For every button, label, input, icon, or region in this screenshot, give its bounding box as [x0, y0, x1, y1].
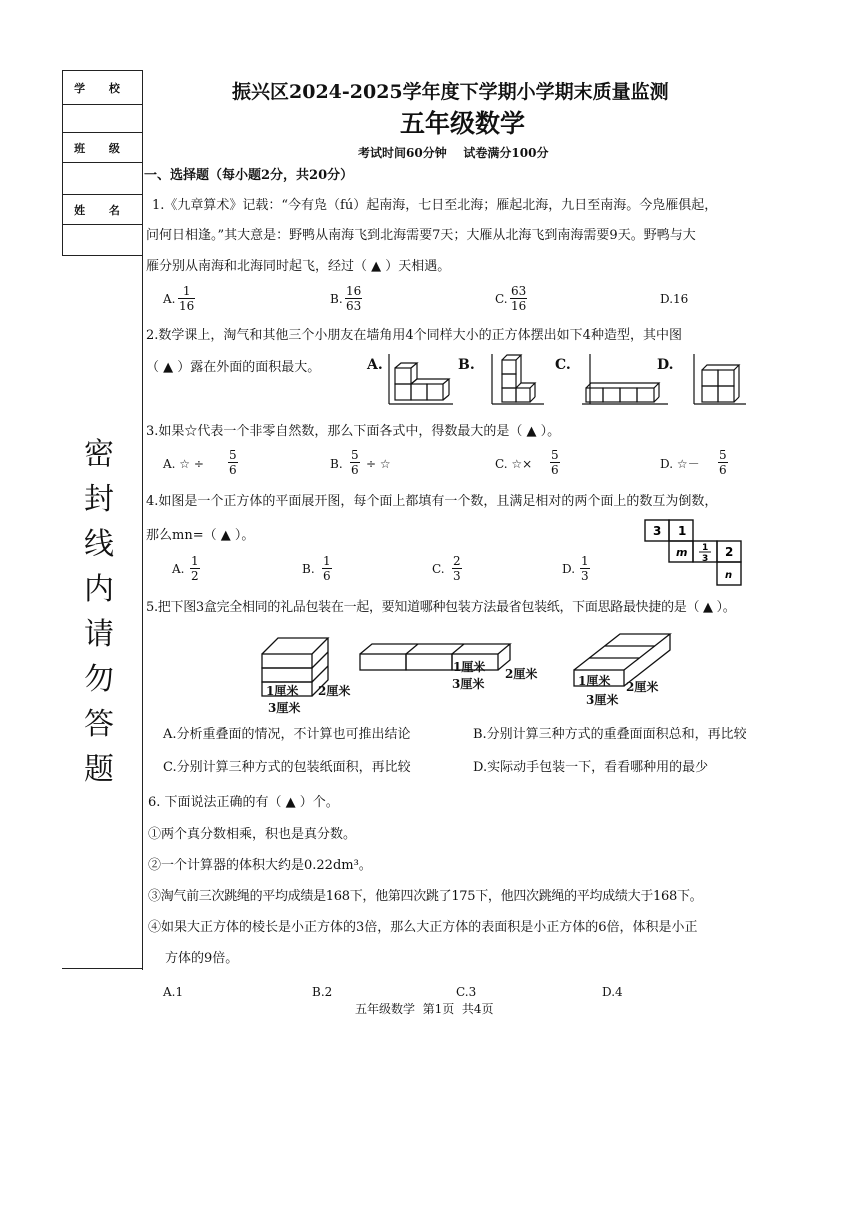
q2-figure-b — [488, 352, 548, 407]
denominator: 6 — [351, 463, 359, 477]
denominator: 6 — [323, 569, 331, 583]
seal-char: 封 — [84, 482, 114, 517]
numerator: 1 — [191, 554, 199, 568]
binding-box — [62, 70, 142, 970]
q2-figure-a — [385, 352, 455, 407]
denominator: 3 — [453, 569, 461, 583]
page-footer: 五年级数学 第1页 共4页 — [355, 1002, 494, 1016]
q5-fig2-dim-2cm: 2厘米 — [505, 667, 538, 681]
net-face-1: 3 — [653, 524, 662, 538]
q3-line1: 3.如果☆代表一个非零自然数，那么下面各式中，得数最大的是（ ▲ ）。 — [146, 424, 561, 439]
q5-option-d: D.实际动手包装一下，看看哪种用的最少 — [473, 760, 709, 775]
q2-label-a: A. — [367, 357, 383, 373]
q6-option-a: A.1 — [163, 985, 184, 999]
numerator: 2 — [453, 554, 461, 568]
q5-option-c: C.分别计算三种方式的包装纸面积，再比较 — [163, 760, 411, 775]
q2-line2: （ ▲ ）露在外面的面积最大。 — [146, 360, 321, 375]
name-label: 姓 名 — [74, 204, 130, 217]
q5-fig3-dim-1cm: 1厘米 — [578, 674, 611, 688]
q1-option-c-fraction — [510, 284, 527, 313]
q4-line2: 那么mn=（ ▲ ）。 — [146, 528, 255, 543]
section-heading: 一、选择题（每小题2分，共20分） — [144, 168, 354, 183]
q6-statement-4a: ④如果大正方体的棱长是小正方体的3倍，那么大正方体的表面积是小正方体的6倍，体积是小正 — [148, 920, 698, 935]
q2-figure-d — [688, 352, 748, 407]
q5-fig3-dim-3cm: 3厘米 — [586, 693, 619, 707]
seal-char: 内 — [84, 572, 114, 607]
q2-label-b: B. — [458, 357, 475, 373]
q3-option-d-fraction — [718, 448, 728, 477]
denominator: 16 — [511, 299, 527, 313]
seal-char: 请 — [84, 617, 114, 652]
q3-option-d-pre: D. ☆－ — [660, 457, 700, 471]
numerator: 16 — [346, 284, 362, 298]
q5-fig2-dim-3cm: 3厘米 — [452, 677, 485, 691]
numerator: 5 — [551, 448, 559, 462]
denominator: 2 — [191, 569, 199, 583]
q1-option-d: D.16 — [660, 292, 689, 306]
q6-statement-3: ③淘气前三次跳绳的平均成绩是168下，他第四次跳了175下，他四次跳绳的平均成绩大于168下。 — [148, 889, 703, 904]
exam-subtitle: 五年级数学 — [400, 109, 526, 138]
q4-option-c-fraction — [452, 554, 462, 583]
q4-option-a-fraction — [190, 554, 200, 583]
cube-net-figure — [643, 518, 743, 588]
q2-label-c: C. — [555, 357, 571, 373]
q4-option-a-letter: A. — [172, 562, 185, 576]
net-face-2: 1 — [678, 524, 687, 538]
net-face-n: n — [725, 570, 733, 581]
q6-statement-4b: 方体的9倍。 — [165, 951, 239, 966]
net-face-4-num: 1 — [702, 543, 709, 553]
net-face-4-den: 3 — [702, 554, 709, 564]
q1-line2: 问何日相逢。”其大意是：野鸭从南海飞到北海需要7天；大雁从北海飞到南海需要9天。野鸭与大 — [146, 228, 696, 243]
exam-info: 考试时间60分钟 试卷满分100分 — [358, 146, 549, 160]
denominator: 3 — [581, 569, 589, 583]
q3-option-a-fraction — [228, 448, 238, 477]
q5-fig1-dim-2cm: 2厘米 — [318, 684, 351, 698]
q1-option-b-letter: B. — [330, 292, 343, 306]
numerator: 1 — [581, 554, 589, 568]
denominator: 6 — [551, 463, 559, 477]
q5-option-b: B.分别计算三种方式的重叠面面积总和，再比较 — [473, 727, 747, 742]
q4-line1: 4.如图是一个正方体的平面展开图，每个面上都填有一个数，且满足相对的两个面上的数互为倒数， — [146, 494, 718, 509]
q6-option-c: C.3 — [456, 985, 477, 999]
seal-char: 勿 — [84, 662, 114, 697]
q1-option-a-letter: A. — [163, 292, 176, 306]
q4-option-c-letter: C. — [432, 562, 445, 576]
q1-line1: 1.《九章算术》记载：“今有凫（fú）起南海，七日至北海；雁起北海，九日至南海。今凫雁俱起， — [152, 198, 718, 213]
q5-line1: 5.把下图3盒完全相同的礼品包装在一起，要知道哪种包装方法最省包装纸，下面思路最快捷的是（ ▲ ）。 — [146, 600, 736, 615]
q6-option-b: B.2 — [312, 985, 333, 999]
q3-option-c-pre: C. ☆× — [495, 457, 533, 471]
net-face-5: 2 — [725, 545, 734, 559]
q1-option-b-fraction — [345, 284, 362, 313]
denominator: 6 — [229, 463, 237, 477]
q1-option-a-fraction — [178, 284, 195, 313]
numerator: 63 — [511, 284, 527, 298]
seal-char: 答 — [84, 707, 114, 742]
q4-option-d-letter: D. — [562, 562, 576, 576]
q2-line1: 2.数学课上，淘气和其他三个小朋友在墙角用4个同样大小的正方体摆出如下4种造型，其中图 — [146, 328, 682, 343]
numerator: 5 — [719, 448, 727, 462]
q5-option-a: A.分析重叠面的情况，不计算也可推出结论 — [163, 727, 411, 742]
school-label: 学 校 — [74, 82, 130, 95]
q6-statement-1: ①两个真分数相乘，积也是真分数。 — [148, 827, 357, 842]
net-face-m: m — [676, 546, 688, 559]
q5-box-row-figure — [358, 640, 518, 680]
numerator: 5 — [229, 448, 237, 462]
q1-option-c-letter: C. — [495, 292, 508, 306]
q5-fig3-dim-2cm: 2厘米 — [626, 680, 659, 694]
q6-option-d: D.4 — [602, 985, 623, 999]
q3-option-c-fraction — [550, 448, 560, 477]
numerator: 1 — [323, 554, 331, 568]
q3-option-a-pre: A. ☆ ÷ — [163, 457, 204, 471]
q4-option-b-letter: B. — [302, 562, 315, 576]
q1-line3: 雁分别从南海和北海同时起飞，经过（ ▲ ）天相遇。 — [146, 259, 451, 274]
q3-option-b-pre: B. — [330, 457, 343, 471]
q5-fig1-dim-1cm: 1厘米 — [266, 684, 299, 698]
q3-option-b-post: ÷ ☆ — [366, 457, 391, 471]
q4-option-b-fraction — [322, 554, 332, 583]
q2-figure-c — [580, 352, 670, 407]
seal-char: 线 — [84, 527, 114, 562]
denominator: 63 — [346, 299, 362, 313]
q4-option-d-fraction — [580, 554, 590, 583]
numerator: 5 — [351, 448, 359, 462]
class-label: 班 级 — [74, 142, 130, 155]
q3-option-b-fraction — [350, 448, 360, 477]
denominator: 16 — [179, 299, 195, 313]
numerator: 1 — [182, 284, 191, 298]
q5-fig1-dim-3cm: 3厘米 — [268, 701, 301, 715]
seal-char: 密 — [84, 437, 114, 472]
q6-line1: 6. 下面说法正确的有（ ▲ ）个。 — [148, 795, 339, 810]
seal-char: 题 — [84, 752, 114, 787]
denominator: 6 — [719, 463, 727, 477]
exam-title: 振兴区2024-2025学年度下学期小学期末质量监测 — [232, 81, 669, 103]
q2-label-d: D. — [657, 357, 674, 373]
q5-fig2-dim-1cm: 1厘米 — [453, 660, 486, 674]
q6-statement-2: ②一个计算器的体积大约是0.22dm³。 — [148, 858, 372, 873]
